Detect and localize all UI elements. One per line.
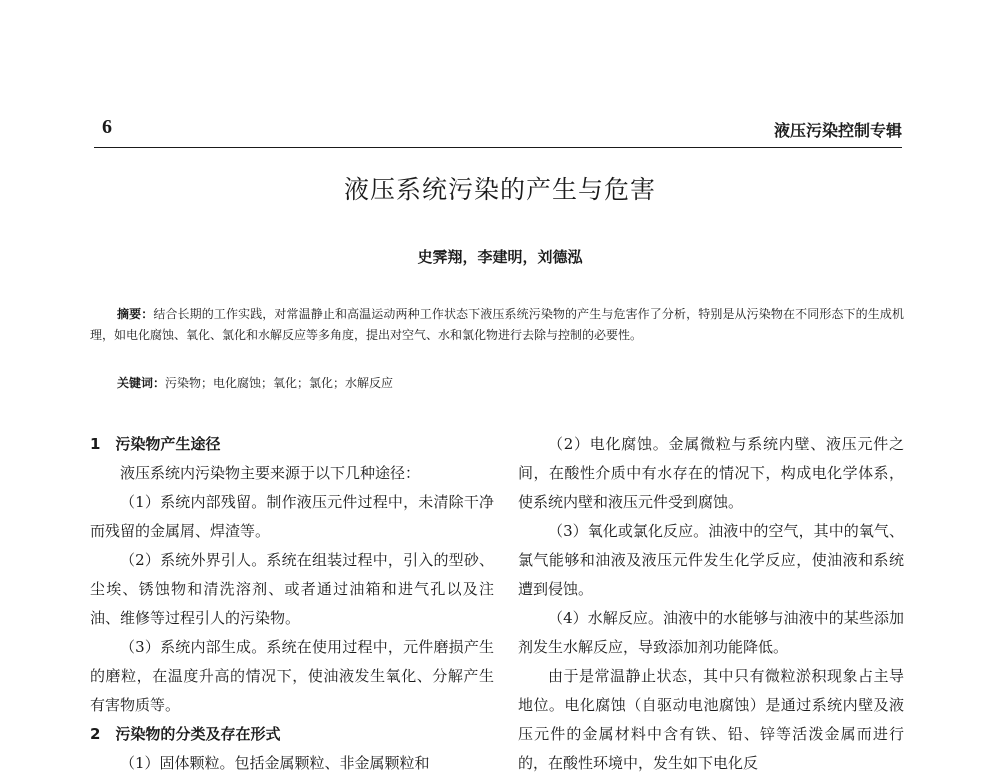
left-column: [90, 430, 494, 778]
paragraph: （1）固体颗粒。包括金属颗粒、非金属颗粒和: [120, 754, 430, 772]
header-rule: [94, 147, 902, 148]
paragraph: 由于是常温静止状态，其中只有微粒淤积现象占主导地位。电化腐蚀（自驱动电池腐蚀）是通过系统内壁及液压元件的金属材料中含有铁、铅、锌等活泼金属而进行的，在酸性环境中，发生如下电化反: [518, 667, 904, 772]
keywords: [117, 374, 393, 391]
section-heading-2: 2 污染物的分类及存在形式: [90, 725, 281, 743]
paragraph: （2）系统外界引人。系统在组装过程中，引入的型砂、尘埃、锈蚀物和清洗溶剂、或者通过油箱和进气孔以及注油、维修等过程引人的污染物。: [90, 551, 494, 627]
paragraph: （1）系统内部残留。制作液压元件过程中，未清除干净而残留的金属屑、焊渣等。: [90, 493, 494, 540]
page-number: 6: [102, 116, 112, 138]
keywords-label: 关键词：: [117, 376, 166, 390]
paragraph: （2）电化腐蚀。金属微粒与系统内壁、液压元件之间，在酸性介质中有水存在的情况下，构成电化学体系，使系统内壁和液压元件受到腐蚀。: [518, 435, 904, 511]
paragraph: （3）氧化或氯化反应。油液中的空气，其中的氧气、氯气能够和油液及液压元件发生化学反应，使油液和系统遭到侵蚀。: [518, 522, 904, 598]
authors: 史霁翔，李建明，刘德泓: [417, 248, 583, 266]
right-column: [518, 430, 904, 778]
article-title: 液压系统污染的产生与危害: [343, 175, 656, 204]
abstract-text: 结合长期的工作实践，对常温静止和高温运动两种工作状态下液压系统污染物的产生与危害作了分析，特别是从污染物在不同形态下的生成机理，如电化腐蚀、氧化、氯化和水解反应等多角度，提出对空气、水和氯化物进行去除与控制的必要性。: [90, 307, 904, 342]
keywords-text: 污染物；电化腐蚀；氧化；氯化；水解反应: [165, 376, 394, 390]
abstract-label: 摘要：: [117, 307, 154, 321]
section-heading-1: 1 污染物产生途径: [90, 435, 221, 453]
paragraph: 液压系统内污染物主要来源于以下几种途径：: [120, 464, 421, 482]
abstract: [90, 304, 904, 346]
paragraph: （3）系统内部生成。系统在使用过程中，元件磨损产生的磨粒，在温度升高的情况下，使油液发生氧化、分解产生有害物质等。: [90, 638, 494, 714]
paragraph: （4）水解反应。油液中的水能够与油液中的某些添加剂发生水解反应，导致添加剂功能降低。: [518, 609, 904, 656]
journal-title: 液压污染控制专辑: [773, 121, 902, 140]
